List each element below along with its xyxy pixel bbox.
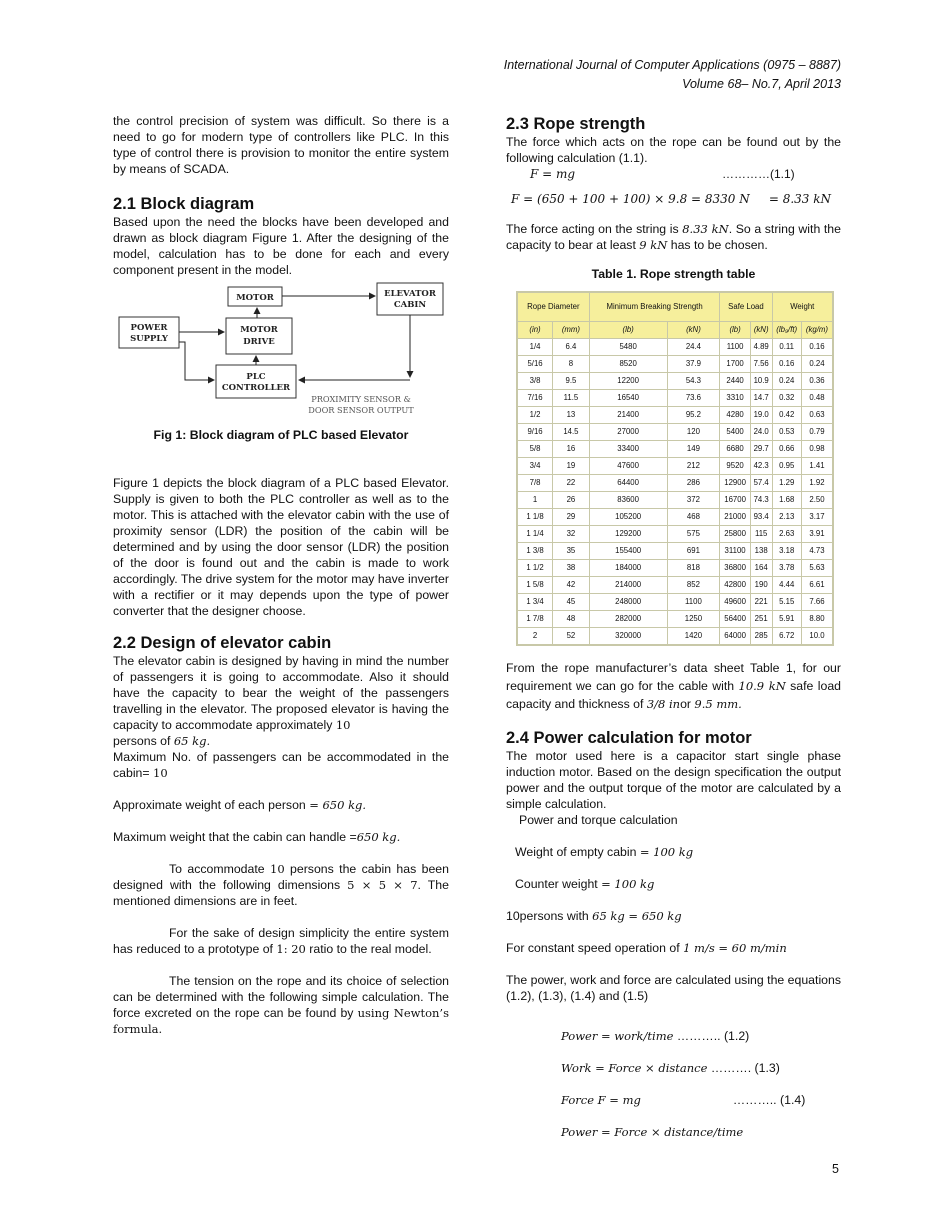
- equation-force-calc: F = (650 + 100 + 100) × 9.8 = 8330 N = 8.33 kN: [511, 192, 832, 206]
- persons-weight: [506, 908, 841, 924]
- table-cell: 52: [553, 628, 590, 645]
- table-cell: 9/16: [518, 424, 553, 441]
- text-run: persons of: [113, 734, 174, 748]
- section-2-2-paragraph-7: [113, 973, 449, 1037]
- text-run: persons the cabin has been designed with the following dimensions: [113, 862, 449, 892]
- table-cell: 468: [667, 509, 720, 526]
- equation-1-1: [506, 166, 841, 188]
- equation-1-4-expression: Force F = mg: [561, 1093, 641, 1107]
- section-2-1-paragraph: Based upon the need the blocks have been developed and drawn as block diagram Figure 1. After the designing of the model, calculation has to be done for each and every component present in the model.: [113, 215, 449, 277]
- equation-1-4-tag: ……….. (1.4): [732, 1093, 806, 1107]
- table-cell: 0.36: [801, 373, 832, 390]
- section-2-2-paragraph-6: [113, 925, 449, 957]
- table-cell: 164: [750, 560, 772, 577]
- equation-1-2-tag: ……….. (1.2): [673, 1029, 750, 1043]
- table-cell: 1.41: [801, 458, 832, 475]
- table-cell: 8.80: [801, 611, 832, 628]
- thickness-mm: 9.5 mm.: [694, 697, 742, 711]
- table-cell: 24.0: [750, 424, 772, 441]
- table-cell: 0.42: [772, 407, 801, 424]
- table-cell: 0.16: [801, 339, 832, 356]
- text-run: or: [680, 697, 695, 711]
- cabin-dimensions: 5 × 5 × 7: [347, 878, 418, 892]
- journal-title: International Journal of Computer Applications (0975 – 8887): [503, 58, 841, 72]
- table-cell: 852: [667, 577, 720, 594]
- sensor-output-label-2: DOOR SENSOR OUTPUT: [308, 405, 414, 415]
- table-cell: 818: [667, 560, 720, 577]
- table-cell: 1 5/8: [518, 577, 553, 594]
- text-run: 10persons with: [506, 909, 593, 923]
- equation-1-1-tag: …………(1.1): [722, 167, 795, 181]
- unit-cell: (lb₉/ft): [772, 322, 801, 339]
- counter-weight-value: = 100 kg: [601, 877, 655, 891]
- table-cell: 29: [553, 509, 590, 526]
- table-cell: 74.3: [750, 492, 772, 509]
- block-diagram: [113, 282, 449, 422]
- figure-1-caption: Fig 1: Block diagram of PLC based Elevator: [153, 428, 409, 442]
- section-2-1-heading: 2.1 Block diagram: [113, 195, 255, 213]
- table-cell: 1100: [720, 339, 750, 356]
- table-row: [518, 509, 833, 526]
- table-cell: 1 3/4: [518, 594, 553, 611]
- table-cell: 1.29: [772, 475, 801, 492]
- table-cell: 120: [667, 424, 720, 441]
- table-cell: 1 7/8: [518, 611, 553, 628]
- table-cell: 2.50: [801, 492, 832, 509]
- motor-block-label: MOTOR: [236, 293, 274, 303]
- table-cell: 21000: [720, 509, 750, 526]
- text-run: To accommodate: [169, 862, 270, 876]
- power-torque-subheading: Power and torque calculation: [519, 813, 678, 827]
- table-cell: 57.4: [750, 475, 772, 492]
- table-cell: 1 3/8: [518, 543, 553, 560]
- table-cell: 0.24: [801, 356, 832, 373]
- thickness-inch: 3/8 in: [646, 697, 681, 711]
- table-cell: 19: [553, 458, 590, 475]
- table-cell: 22: [553, 475, 590, 492]
- table-cell: 29.7: [750, 441, 772, 458]
- table-cell: 6.72: [772, 628, 801, 645]
- empty-cabin-value: = 100 kg: [639, 845, 694, 859]
- right-column: [506, 114, 841, 1148]
- section-2-2-paragraph-2: [113, 749, 449, 781]
- table-cell: 4.73: [801, 543, 832, 560]
- table-row: [518, 526, 833, 543]
- table-row: [518, 458, 833, 475]
- table-cell: 2: [518, 628, 553, 645]
- section-2-2-paragraph-3: [113, 797, 449, 813]
- table-row: [518, 407, 833, 424]
- table-cell: 1 1/8: [518, 509, 553, 526]
- table-cell: 31100: [720, 543, 750, 560]
- text-run: The tension on the rope and its choice of selection can be determined with the following simple calculation. The force excreted on the rope can be found by: [113, 974, 449, 1020]
- table-cell: 9520: [720, 458, 750, 475]
- section-2-2-heading: 2.2 Design of elevator cabin: [113, 634, 332, 652]
- table-cell: 5/16: [518, 356, 553, 373]
- equation-1-4: [561, 1084, 841, 1116]
- text-run: . The mentioned dimensions are in feet.: [113, 878, 449, 908]
- section-2-3-paragraph-3: [506, 659, 841, 713]
- table-cell: 212: [667, 458, 720, 475]
- table-cell: 5.15: [772, 594, 801, 611]
- table-cell: 16700: [720, 492, 750, 509]
- table-cell: 49600: [720, 594, 750, 611]
- table-cell: 6680: [720, 441, 750, 458]
- power-supply-label-1: POWER: [130, 323, 168, 333]
- text-run: The force acting on the string is: [506, 222, 683, 236]
- newton-formula-text: using Newton’s formula.: [113, 1006, 449, 1036]
- persons-weight-value: 65 kg = 650 kg: [592, 909, 682, 923]
- section-2-4-heading: 2.4 Power calculation for motor: [506, 729, 752, 747]
- text-run: Maximum No. of passengers can be accommodated in the cabin=: [113, 750, 449, 780]
- table-cell: 0.63: [801, 407, 832, 424]
- table-cell: 3/4: [518, 458, 553, 475]
- header-weight: Weight: [772, 293, 832, 322]
- table-cell: 3.17: [801, 509, 832, 526]
- section-2-3-paragraph-2: [506, 221, 841, 253]
- table-cell: 6.61: [801, 577, 832, 594]
- person-weight: 65 kg.: [173, 734, 211, 748]
- table-cell: 73.6: [667, 390, 720, 407]
- table-cell: 285: [750, 628, 772, 645]
- passenger-count: 10: [335, 718, 351, 732]
- table-cell: 129200: [589, 526, 667, 543]
- table-cell: 184000: [589, 560, 667, 577]
- unit-cell: (kg/m): [801, 322, 832, 339]
- table-units-row: [518, 322, 833, 339]
- motor-drive-block: [226, 318, 292, 354]
- text-run: safe load capacity and thickness of: [506, 679, 841, 711]
- table-cell: 13: [553, 407, 590, 424]
- text-run: Counter weight: [515, 877, 602, 891]
- table-cell: 16: [553, 441, 590, 458]
- table-cell: 25800: [720, 526, 750, 543]
- table-cell: 42: [553, 577, 590, 594]
- equation-1-5: [561, 1116, 841, 1148]
- table-cell: 149: [667, 441, 720, 458]
- table-cell: 248000: [589, 594, 667, 611]
- table-cell: 45: [553, 594, 590, 611]
- table-row: [518, 492, 833, 509]
- table-cell: 5400: [720, 424, 750, 441]
- table-cell: 10.0: [801, 628, 832, 645]
- table-cell: 8: [553, 356, 590, 373]
- table-cell: 221: [750, 594, 772, 611]
- unit-cell: (kN): [750, 322, 772, 339]
- page-number: 5: [832, 1162, 839, 1176]
- text-run: For constant speed operation of: [506, 941, 684, 955]
- journal-header: [504, 56, 841, 94]
- table-row: [518, 560, 833, 577]
- rope-strength-table: [517, 292, 833, 645]
- table-cell: 1420: [667, 628, 720, 645]
- table-cell: 575: [667, 526, 720, 543]
- table-cell: 5480: [589, 339, 667, 356]
- table-cell: 372: [667, 492, 720, 509]
- table-body: [518, 339, 833, 645]
- table-cell: 2.63: [772, 526, 801, 543]
- table-cell: 12200: [589, 373, 667, 390]
- table-row: [518, 356, 833, 373]
- rope-strength-table-frame: [516, 291, 834, 646]
- table-row: [518, 339, 833, 356]
- table-cell: 21400: [589, 407, 667, 424]
- table-cell: 35: [553, 543, 590, 560]
- table-cell: 0.98: [801, 441, 832, 458]
- required-capacity: 9 kN: [639, 238, 668, 252]
- table-cell: 115: [750, 526, 772, 543]
- left-column: [113, 113, 449, 1037]
- table-cell: 1250: [667, 611, 720, 628]
- persons-count: 10: [270, 862, 285, 876]
- table-cell: 4.89: [750, 339, 772, 356]
- max-passengers: 10: [153, 766, 168, 780]
- table-cell: 8520: [589, 356, 667, 373]
- table-cell: 32: [553, 526, 590, 543]
- table-cell: 282000: [589, 611, 667, 628]
- table-cell: 0.32: [772, 390, 801, 407]
- text-run: From the rope manufacturer’s data sheet Table 1, for our requirement we can go for the cable with: [506, 661, 841, 693]
- equation-1-3-expression: Work = Force × distance: [561, 1061, 708, 1075]
- table-cell: 0.16: [772, 356, 801, 373]
- table-cell: 0.11: [772, 339, 801, 356]
- table-row: [518, 475, 833, 492]
- table-header-row: [518, 293, 833, 322]
- section-2-3-heading: 2.3 Rope strength: [506, 115, 646, 133]
- unit-cell: (in): [518, 322, 553, 339]
- table-row: [518, 441, 833, 458]
- table-row: [518, 594, 833, 611]
- table-cell: 48: [553, 611, 590, 628]
- speed-value: 1 m/s = 60 m/min: [683, 941, 787, 955]
- table-cell: 38: [553, 560, 590, 577]
- table-cell: 1100: [667, 594, 720, 611]
- table-cell: 214000: [589, 577, 667, 594]
- section-2-2-paragraph-5: [113, 861, 449, 909]
- table-cell: 2.13: [772, 509, 801, 526]
- supply-to-plc-arrow: [179, 342, 214, 380]
- equation-1-5-expression: Power = Force × distance/time: [561, 1125, 744, 1139]
- text-run: has to be chosen.: [667, 238, 768, 252]
- table-cell: 7/8: [518, 475, 553, 492]
- table-cell: 16540: [589, 390, 667, 407]
- counter-weight: [506, 876, 841, 892]
- header-min-breaking-strength: Minimum Breaking Strength: [589, 293, 720, 322]
- sensor-output-label-1: PROXIMITY SENSOR &: [311, 394, 411, 404]
- table-cell: 1: [518, 492, 553, 509]
- table-cell: 0.24: [772, 373, 801, 390]
- constant-speed: [506, 940, 841, 956]
- table-cell: 54.3: [667, 373, 720, 390]
- table-cell: 138: [750, 543, 772, 560]
- table-cell: 27000: [589, 424, 667, 441]
- table-cell: 33400: [589, 441, 667, 458]
- table-cell: 11.5: [553, 390, 590, 407]
- table-cell: 5/8: [518, 441, 553, 458]
- table-cell: 7.66: [801, 594, 832, 611]
- table-row: [518, 611, 833, 628]
- table-cell: 42.3: [750, 458, 772, 475]
- table-cell: 56400: [720, 611, 750, 628]
- table-cell: 286: [667, 475, 720, 492]
- table-cell: 64400: [589, 475, 667, 492]
- table-cell: 3.78: [772, 560, 801, 577]
- table-cell: 3/8: [518, 373, 553, 390]
- table-cell: 251: [750, 611, 772, 628]
- empty-cabin-weight: [506, 844, 841, 860]
- table-1-caption: Table 1. Rope strength table: [591, 267, 756, 281]
- table-cell: 105200: [589, 509, 667, 526]
- table-cell: 691: [667, 543, 720, 560]
- section-2-1-paragraph-2: Figure 1 depicts the block diagram of a PLC based Elevator. Supply is given to both the PLC controller as well as to the motor. This is attached with the elevator cabin with the use of proximity sensor (LDR) the position of the cabin will be determined and by using the door sensor (LDR) the position of the door is found out and the cabin is made to work accordingly. The drive system for the motor may have inverter with a rectifier or it may depends upon the type of power converter that the designer choose.: [113, 476, 449, 618]
- table-row: [518, 424, 833, 441]
- table-cell: 3.18: [772, 543, 801, 560]
- unit-cell: (lb): [589, 322, 667, 339]
- table-cell: 5.63: [801, 560, 832, 577]
- table-cell: 1 1/4: [518, 526, 553, 543]
- text-run: Maximum weight that the cabin can handle =: [113, 830, 357, 844]
- table-row: [518, 577, 833, 594]
- prototype-ratio: 1: 20: [276, 942, 306, 956]
- unit-cell: (lb): [720, 322, 750, 339]
- elevator-cabin-label-1: ELEVATOR: [384, 289, 436, 299]
- unit-cell: (kN): [667, 322, 720, 339]
- table-cell: 6.4: [553, 339, 590, 356]
- table-cell: 0.53: [772, 424, 801, 441]
- approx-weight: = 650 kg.: [309, 798, 367, 812]
- table-cell: 64000: [720, 628, 750, 645]
- table-cell: 42800: [720, 577, 750, 594]
- intro-paragraph: the control precision of system was difficult. So there is a need to go for modern type of controllers like PLC. In this type of control there is provision to monitor the entire system by means of SCADA.: [113, 114, 449, 176]
- section-2-2-paragraph-4: [113, 829, 449, 845]
- table-cell: 26: [553, 492, 590, 509]
- text-run: For the sake of design simplicity the entire system has reduced to a prototype of: [113, 926, 449, 956]
- motor-drive-label-1: MOTOR: [240, 325, 278, 335]
- text-run: . So a string with the capacity to bear at least: [506, 222, 841, 252]
- table-cell: 14.5: [553, 424, 590, 441]
- safe-load-value: 10.9 kN: [738, 679, 786, 693]
- text-run: Approximate weight of each person: [113, 798, 310, 812]
- text-run: Weight of empty cabin: [515, 845, 640, 859]
- plc-controller-label-1: PLC: [246, 372, 266, 382]
- force-value: 8.33 kN: [682, 222, 729, 236]
- header-safe-load: Safe Load: [720, 293, 772, 322]
- section-2-4-paragraph-1: The motor used here is a capacitor start single phase induction motor. Based on the design specification the output power and the output torque of the motor are calculated by a simple calculation.: [506, 749, 841, 811]
- elevator-cabin-block: [377, 283, 443, 315]
- table-cell: 1/4: [518, 339, 553, 356]
- table-cell: 190: [750, 577, 772, 594]
- table-cell: 19.0: [750, 407, 772, 424]
- table-cell: 14.7: [750, 390, 772, 407]
- table-cell: 36800: [720, 560, 750, 577]
- table-cell: 0.66: [772, 441, 801, 458]
- table-cell: 83600: [589, 492, 667, 509]
- table-cell: 1 1/2: [518, 560, 553, 577]
- power-supply-label-2: SUPPLY: [130, 334, 168, 344]
- section-2-3-paragraph-1: The force which acts on the rope can be found out by the following calculation (1.1).: [506, 135, 841, 165]
- table-cell: 24.4: [667, 339, 720, 356]
- table-cell: 4.44: [772, 577, 801, 594]
- unit-cell: (mm): [553, 322, 590, 339]
- section-2-2-paragraph-1: [113, 653, 449, 749]
- equation-1-2-expression: Power = work/time: [561, 1029, 674, 1043]
- table-cell: 1/2: [518, 407, 553, 424]
- table-cell: 0.95: [772, 458, 801, 475]
- table-cell: 0.48: [801, 390, 832, 407]
- table-cell: 3310: [720, 390, 750, 407]
- table-cell: 93.4: [750, 509, 772, 526]
- table-cell: 1700: [720, 356, 750, 373]
- header-rope-diameter: Rope Diameter: [518, 293, 590, 322]
- table-cell: 320000: [589, 628, 667, 645]
- table-cell: 10.9: [750, 373, 772, 390]
- motor-drive-label-2: DRIVE: [243, 337, 275, 347]
- max-weight: 650 kg.: [356, 830, 401, 844]
- plc-controller-label-2: CONTROLLER: [221, 383, 291, 393]
- table-cell: 95.2: [667, 407, 720, 424]
- table-cell: 4280: [720, 407, 750, 424]
- equation-1-3: [561, 1052, 841, 1084]
- table-cell: 3.91: [801, 526, 832, 543]
- table-cell: 0.79: [801, 424, 832, 441]
- equation-1-1-expression: F = mg: [530, 167, 576, 181]
- text-run: ratio to the real model.: [305, 942, 432, 956]
- equation-1-3-tag: ………. (1.3): [707, 1061, 780, 1075]
- equations-block: [506, 1020, 841, 1148]
- journal-volume: Volume 68– No.7, April 2013: [682, 77, 841, 91]
- table-row: [518, 628, 833, 645]
- equation-1-2: [561, 1020, 841, 1052]
- elevator-cabin-label-2: CABIN: [393, 300, 427, 310]
- table-row: [518, 373, 833, 390]
- section-2-4-paragraph-2: The power, work and force are calculated using the equations (1.2), (1.3), (1.4) and (1.5): [506, 973, 841, 1003]
- table-cell: 47600: [589, 458, 667, 475]
- table-cell: 155400: [589, 543, 667, 560]
- table-cell: 37.9: [667, 356, 720, 373]
- table-cell: 7.56: [750, 356, 772, 373]
- table-row: [518, 390, 833, 407]
- table-cell: 1.68: [772, 492, 801, 509]
- table-cell: 7/16: [518, 390, 553, 407]
- table-row: [518, 543, 833, 560]
- table-cell: 5.91: [772, 611, 801, 628]
- table-cell: 1.92: [801, 475, 832, 492]
- table-cell: 9.5: [553, 373, 590, 390]
- text-run: The elevator cabin is designed by having in mind the number of passengers it is going to accommodate. Also it should have the capacity to bear the weight of the passengers travelling in the elevator. The proposed elevator is having the capacity to accommodate approximately: [113, 654, 449, 732]
- table-cell: 12900: [720, 475, 750, 492]
- table-cell: 2440: [720, 373, 750, 390]
